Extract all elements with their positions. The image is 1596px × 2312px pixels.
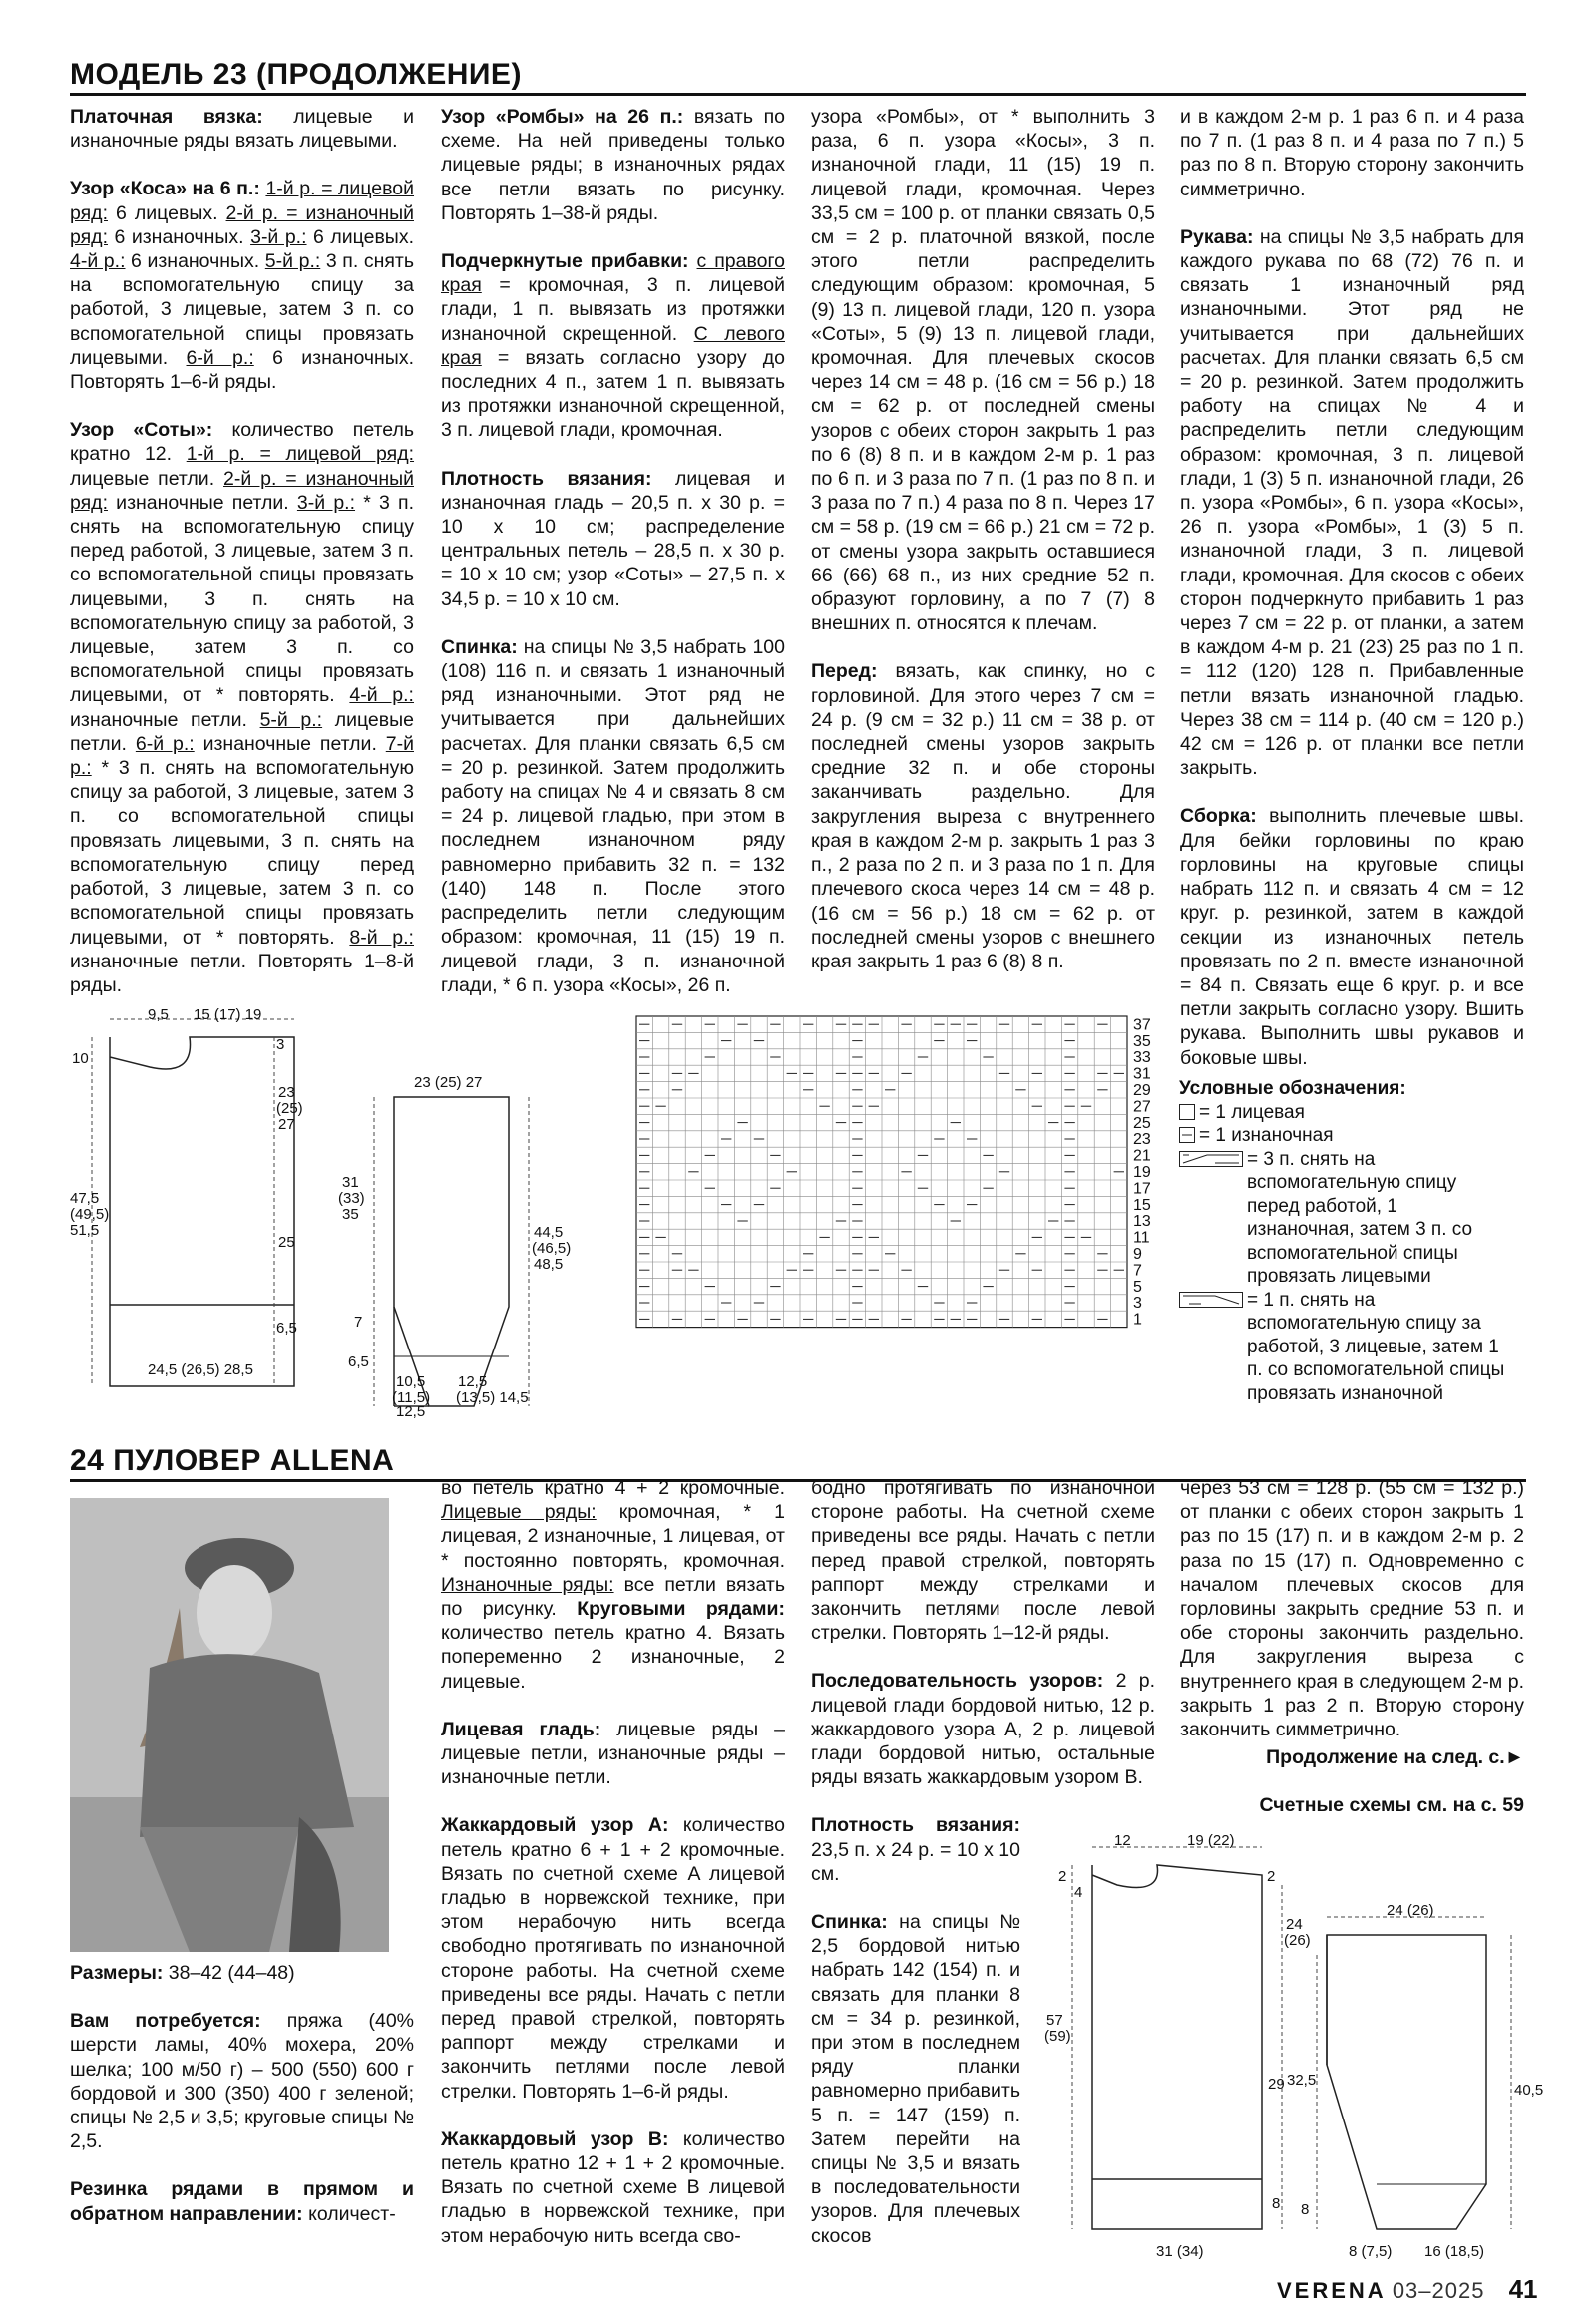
dim-sleeve-cap-1: 31 [342,1174,359,1191]
chart-row-number: 27 [1133,1098,1151,1116]
text-column-2 [441,105,785,1021]
paragraph-pribavki: Подчеркнутые прибавки: с правого края = кромочная, 3 п. лицевой глади, 1 п. вывязать из протяжки изнаночной скрещенной. С левого края = вязать согласно узору до последних 4 п., затем 1 п. вывязать из протяжки изнаночной скрещенной, 3 п. лицевой глади, кромочная. [441,250,786,442]
dim-neck: 15 (17) 19 [194,1006,262,1023]
chart-row-number: 11 [1133,1229,1150,1247]
chart-row-number: 25 [1133,1114,1151,1132]
paragraph-jacquard-a: Жаккардовый узор A: количество петель кратно 6 + 1 + 2 кромочные. Вязать по счетной схеме A лицевой гладью в норвежской технике, при этом нерабочую нить всегда свободно протягивать по изнаночной стороне работы. На счетной схеме приведены все ряды. Начать с петли перед правой стрелкой, повторять раппорт между стрелками и закончить петлями после левой стрелки. Повторять 1–6-й ряды. [441,1814,786,2103]
paragraph-rukava: Рукава: на спицы № 3,5 набрать для каждого рукава по 68 (72) 76 п. и связать 1 изнаночный ряд изнаночными. Этот ряд не учитывается при дальнейших расчетах. Для планки связать 6,5 см = 20 р. резинкой. Затем продолжить работу на спицах № 4 и распределить петли следующим образом: кромочная, 3 п. лицевой глади, 1 (3) 5 п. изнаночной глади, 26 п. узора «Ромбы», 6 п. узора «Косы», 26 п. узора «Ромбы», 1 (3) 5 п. изнаночной глади, 3 п. лицевой глади, кромочная. Для скосов с обеих сторон подчеркнуто прибавить 1 раз через 7 см = 22 р. от планки, а затем в каждом 4-м р. 21 (23) 25 раз по 1 п. = 112 (120) 128 п. Прибавленные петли вязать изнаночной гладью. Через 38 см = 114 р. (40 см = 120 р.) 42 см = 126 р. от планки все петли закрыть. [1180,225,1524,780]
dim-shoulder-drop: 10 [72,1050,89,1067]
dim-24-body: 29 [1268,2076,1285,2093]
dim-24-width: 31 (34) [1156,2243,1204,2260]
magazine-brand: VERENA [1277,2278,1387,2303]
paragraph-soty: Узор «Соты»: количество петель кратно 12. 1-й р. = лицевой ряд: лицевые петли. 2-й р. = изнаночный ряд: изнаночные петли. 3-й р.: * 3 п. снять на вспомогательную спицу перед работой, 3 лицевые, затем 3 п. со вспомогательной спицы провязать лицевыми, 3 п. снять на вспомогательную спицу за работой, 3 лицевые, затем 3 п. со вспомогательной спицы провязать лицевыми, от * повторять. 4-й р.: изнаночные петли. 5-й р.: лицевые петли. 6-й р.: изнаночные петли. 7-й р.: * 3 п. снять на вспомогательную спицу за работой, 3 лицевые, затем 3 п. со вспомогательной спицы провязать лицевыми, 3 п. снять на вспомогательную спицу перед работой, 3 лицевые, затем 3 п. со вспомогательной спицы провязать лицевыми, от * повторять. 8-й р.: изнаночные петли. Повторять 1–8-й ряды. [70,419,415,996]
text-column-24-4 [1180,1476,1524,1842]
dim-24-s-left: 2 [1058,1868,1067,1885]
dim-24-s-right: 2 [1267,1868,1276,1885]
dim-sleeve-length-3: 48,5 [534,1256,564,1273]
dim-sleeve-cap-3: 35 [342,1206,359,1223]
paragraph-razmery: Размеры: 38–42 (44–48) [70,1962,295,1984]
cable-cross-left-icon [1179,1151,1243,1167]
paragraph-platochnaya: Платочная вязка: лицевые и изнаночные ряды вязать лицевыми. [70,106,414,153]
dim-24-armhole-1: 24 [1286,1916,1303,1933]
legend-item-cross-left: = 3 п. снять на вспомогательную спицу перед работой, 1 изнаночная, затем 3 п. со вспомогательной спицы провязать лицевыми [1179,1148,1508,1289]
dim-sleeve-length-2: (46,5) [532,1240,572,1257]
dim-armhole-2: (25) [276,1100,303,1117]
dim-cuff-5: (13,5) 14,5 [456,1389,529,1406]
chart-row-number: 23 [1133,1131,1151,1149]
knit-symbol-icon [1179,1104,1195,1120]
dim-sleeve-length-1: 44,5 [534,1224,564,1241]
continue-note: Продолжение на след. с.► [1266,1746,1524,1769]
paragraph-plotnost-24: Плотность вязания: 23,5 п. x 24 р. = 10 x 10 см. [811,1814,1020,1885]
dim-24-sleeve-cap: 32,5 [1287,2072,1317,2089]
purl-symbol-icon [1179,1127,1195,1143]
text-column-4 [1180,105,1524,1094]
paragraph-rezinka-cont: во петель кратно 4 + 2 кромочные. Лицевые ряды: кромочная, * 1 лицевая, 2 изнаночные, 1 лицевая, от * постоянно повторять, кромочная. Изнаночные ряды: все петли вязать по рисунку. Круговыми рядами: количество петель кратно 4. Вязать попеременно 2 изнаночные, 2 лицевые. [441,1477,786,1693]
dim-neck-depth: 3 [276,1036,285,1053]
paragraph-sborka: Сборка: выполнить плечевые швы. Для бейки горловины по краю горловины на круговые спицы набрать 112 п. и связать 4 см = 12 круг. р. резинкой, затем в каждой секции из изнаночных петель провязать по 2 п. вместе изнаночной = 84 п. Связать еще 6 круг. р. и все петли закрыть согласно узору. Вшить рукава. Выполнить швы рукавов и боковые швы. [1180,805,1524,1069]
dim-armhole-3: 27 [278,1116,295,1133]
dim-24-cuff-1: 8 (7,5) [1349,2243,1393,2260]
text-column-3 [811,105,1155,997]
section-title: МОДЕЛЬ 23 (ПРОДОЛЖЕНИЕ) [70,58,522,91]
legend-title: Условные обозначения: [1179,1078,1406,1099]
page-footer [1277,2274,1538,2305]
dim-total-2: (49,5) [70,1206,110,1223]
legend [1179,1077,1508,1405]
pattern-back-model-23 [70,997,329,1396]
pattern-back-model-24 [1042,1825,1322,2264]
dim-rib: 6,5 [276,1320,297,1337]
dim-sleeve-rib: 6,5 [348,1353,369,1370]
paragraph-pered: Перед: вязать, как спинку, но с горловиной. Для этого через 7 см = 24 р. (9 см = 32 р.) 11 см = 38 р. от последней смены узоров закрыть средние 32 п. и обе стороны заканчивать раздельно. Для закругления выреза с внутреннего края в каждом 2-м р. закрыть 1 раз 3 п., 2 раза по 2 п. и 3 раза по 1 п. Для плечевого скоса через 14 см = 48 р. (16 см = 56 р.) 18 см = 62 р. от последней смены узоров с внешнего края закрыть 1 раз 6 (8) 8 п. [811,660,1155,972]
dim-armhole-1: 23 [278,1084,295,1101]
pattern-sleeve-model-24 [1287,1895,1544,2264]
dim-24-s-left2: 4 [1074,1884,1083,1901]
sleeve-24-outline [1327,1935,1486,2229]
paragraph-potrebuetsya: Вам потребуется: пряжа (40% шерсти ламы, 40% мохера, 20% шелка; 100 м/50 г) – 500 (550) 600 г бордовой и 300 (350) 400 г зеленой; спицы № 2,5 и 3,5; круговые спицы № 2,5. [70,2010,414,2153]
chart-row-number: 7 [1133,1262,1142,1280]
dim-shoulder: 9,5 [148,1006,169,1023]
chart-row-number: 35 [1133,1032,1151,1050]
issue-number: 03–2025 [1392,2278,1485,2303]
dim-cuff-1: 10,5 [396,1373,426,1390]
section-title-24: 24 ПУЛОВЕР ALLENA [70,1444,395,1477]
dim-sleeve-top: 23 (25) 27 [414,1074,483,1091]
dim-body: 25 [278,1234,295,1251]
dim-total-3: 51,5 [70,1222,100,1239]
paragraph-rezinka: Резинка рядами в прямом и обратном направлении: количест- [70,2178,414,2225]
chart-row-number: 19 [1133,1164,1151,1181]
legend-item-knit: = 1 лицевая [1179,1101,1508,1125]
paragraph-spinka-24: Спинка: на спицы № 2,5 бордовой нитью набрать 142 (154) п. и связать для планки 8 см = 34 р. резинкой, при этом в последнем ряду планки равномерно прибавить 5 п. = 147 (159) п. Затем перейти на спицы № 3,5 и вязать в последовательности узоров. Для плечевых скосов [811,1911,1020,2247]
chart-row-number: 33 [1133,1049,1151,1067]
dim-24-total-1: 57 [1046,2012,1063,2029]
paragraph-kosa: Узор «Коса» на 6 п.: 1-й р. = лицевой ряд: 6 лицевых. 2-й р. = изнаночный ряд: 6 изнаночных. 3-й р.: 6 лицевых. 4-й р.: 6 изнаночных. 5-й р.: 3 п. снять на вспомогательную спицу за работой, 3 лицевые, затем 3 п. со вспомогательной спицы провязать лицевыми. 6-й р.: 6 изнаночных. Повторять 1–6-й ряды. [70,178,415,394]
pattern-sleeve-model-23 [334,1057,574,1420]
paragraph-sequence: Последовательность узоров: 2 р. лицевой глади бордовой нитью, 12 р. жаккардового узора A, 2 р. лицевой глади бордовой нитью, остальные ряды вязать жаккардовым узором B. [811,1670,1155,1789]
paragraph-glad: Лицевая гладь: лицевые ряды – лицевые петли, изнаночные ряды – изнаночные петли. [441,1718,785,1789]
legend-item-purl: = 1 изнаночная [1179,1124,1508,1148]
back-outline [110,1037,294,1386]
knitting-chart-romby [634,1014,1173,1373]
chart-row-number: 1 [1133,1311,1142,1329]
paragraph-spinka-cont: узора «Ромбы», от * выполнить 3 раза, 6 п. узора «Косы», 3 п. изнаночной глади, 11 (15) 19 п. лицевой глади, кромочная. Через 33,5 см = 100 р. от планки связать 0,5 см = 2 р. платочной вязкой, после этого петли распределить следующим образом: кромочная, 5 (9) 13 п. лицевой глади, 120 п. узора «Соты», 5 (9) 13 п. лицевой глади, кромочная. Для плечевых скосов через 14 см = 48 р. (16 см = 56 р.) 18 см = 62 р. от последней смены узоров с обеих сторон закрыть 1 раз по 6 (8) 8 п. и в каждом 2-м р. 1 раз по 6 п. и 3 раза по 7 п. (1 раз по 8 п. и 3 раза по 7 п.) 4 раза по 8 п. Через 17 см = 58 р. (19 см = 66 р.) 21 см = 72 р. от смены узора закрыть оставшиеся 66 (66) 68 п., из них средние 52 п. образуют горловину, а по 7 (7) 8 внешних п. относятся к плечам. [811,106,1155,635]
chart-row-number: 13 [1133,1213,1151,1231]
page-number: 41 [1508,2274,1538,2304]
chart-row-number: 5 [1133,1278,1142,1296]
legend-item-cross-right: = 1 п. снять на вспомогательную спицу за работой, 3 лицевые, затем 1 п. со вспомогательной спицы провязать изнаночной [1179,1289,1508,1406]
text-column-1 [70,105,414,1021]
dim-sleeve-lower: 7 [354,1314,363,1331]
dim-24-armhole-2: (26) [1284,1932,1311,1949]
chart-row-number: 31 [1133,1065,1151,1083]
dim-24-sleeve-rib: 8 [1301,2201,1310,2218]
dim-24-neck: 19 (22) [1187,1832,1235,1849]
chart-row-number: 17 [1133,1180,1151,1198]
dim-cuff-4: 12,5 [458,1373,488,1390]
chart-row-number: 15 [1133,1196,1151,1214]
cable-cross-right-icon [1179,1292,1243,1308]
dim-cuff-3: 12,5 [396,1403,426,1420]
paragraph-spinka-24-cont: через 53 см = 128 р. (55 см = 132 р.) от планки с обеих сторон закрыть 1 раз по 15 (17) п. и в каждом 2-м р. 2 раза по 15 (17) п. Одновременно с началом плечевых скосов для горловины закрыть средние 53 п. и обе стороны закончить раздельно. Для закругления выреза с внутреннего края в следующем 2-м р. закрыть 1 раз 2 п. Вторую сторону закончить симметрично. [1180,1477,1524,1741]
dim-24-total-2: (59) [1044,2028,1071,2045]
model-photo [70,1498,389,1952]
chart-row-number: 21 [1133,1147,1151,1165]
back-24-outline [1092,1865,1262,2229]
dim-24-cuff-2: 16 (18,5) [1424,2243,1485,2260]
paragraph-romby: Узор «Ромбы» на 26 п.: вязать по схеме. На ней приведены только лицевые ряды; в изнаночных рядах все петли вязать по рисунку. Повторять 1–38-й ряды. [441,106,786,224]
sleeve-outline [394,1097,509,1406]
dim-width: 24,5 (26,5) 28,5 [148,1361,253,1378]
text-column-24-2 [441,1476,785,2272]
dim-24-shoulder: 12 [1114,1832,1131,1849]
paragraph-plotnost: Плотность вязания: лицевая и изнаночная гладь – 20,5 п. x 30 р. = 10 x 10 см; распределение центральных петель – 28,5 п. x 30 р. = 10 x 10 см; узор «Соты» – 27,5 п. x 34,5 р. = 10 x 10 см. [441,467,785,610]
chart-row-number: 29 [1133,1082,1151,1099]
dim-cuff-2: (11,5) [392,1389,431,1406]
dim-total-1: 47,5 [70,1190,100,1207]
dim-sleeve-cap-2: (33) [338,1190,365,1207]
dim-24-sleeve-top: 24 (26) [1387,1902,1434,1919]
photo-placeholder-image [70,1498,389,1952]
chart-row-number: 37 [1133,1016,1151,1034]
dim-24-sleeve-length: 40,5 [1514,2082,1544,2099]
section-header-model-23 [70,58,1526,96]
paragraph-spinka: Спинка: на спицы № 3,5 набрать 100 (108) 116 п. и связать 1 изнаночный ряд изнаночными. Этот ряд не учитывается при дальнейших расчетах. Для планки связать 6,5 см = 20 р. резинкой. Затем продолжить работу на спицах № 4 и связать 8 см = 24 р. лицевой гладью, при этом в последнем изнаночном ряду равномерно прибавить 32 п. = 132 (140) 148 п. После этого распределить петли следующим образом: кромочная, 11 (15) 19 п. лицевой глади, 3 п. изнаночной глади, * 6 п. узора «Косы», 26 п. [441,635,785,996]
paragraph-pered-cont: и в каждом 2-м р. 1 раз 6 п. и 4 раза по 7 п. (1 раз 8 п. и 4 раза по 7 п.) 5 раз по 8 п. Вторую сторону закончить симметрично. [1180,106,1524,200]
charts-reference: Счетные схемы см. на с. 59 [1259,1794,1524,1817]
paragraph-jacquard-b-cont: бодно протягивать по изнаночной стороне работы. На счетной схеме приведены все ряды. Начать с петли перед правой стрелкой, повторять раппорт между стрелками и закончить петлями после левой стрелки. Повторять 1–12-й ряды. [811,1477,1155,1645]
dim-24-rib: 8 [1272,2195,1281,2212]
chart-row-number: 3 [1133,1295,1142,1313]
chart-row-number: 9 [1133,1246,1142,1263]
paragraph-jacquard-b: Жаккардовый узор B: количество петель кратно 12 + 1 + 2 кромочные. Вязать по счетной схеме B лицевой гладью в норвежской технике, при этом нерабочую нить всегда сво- [441,2127,786,2247]
text-column-24-1 [70,1961,414,2250]
